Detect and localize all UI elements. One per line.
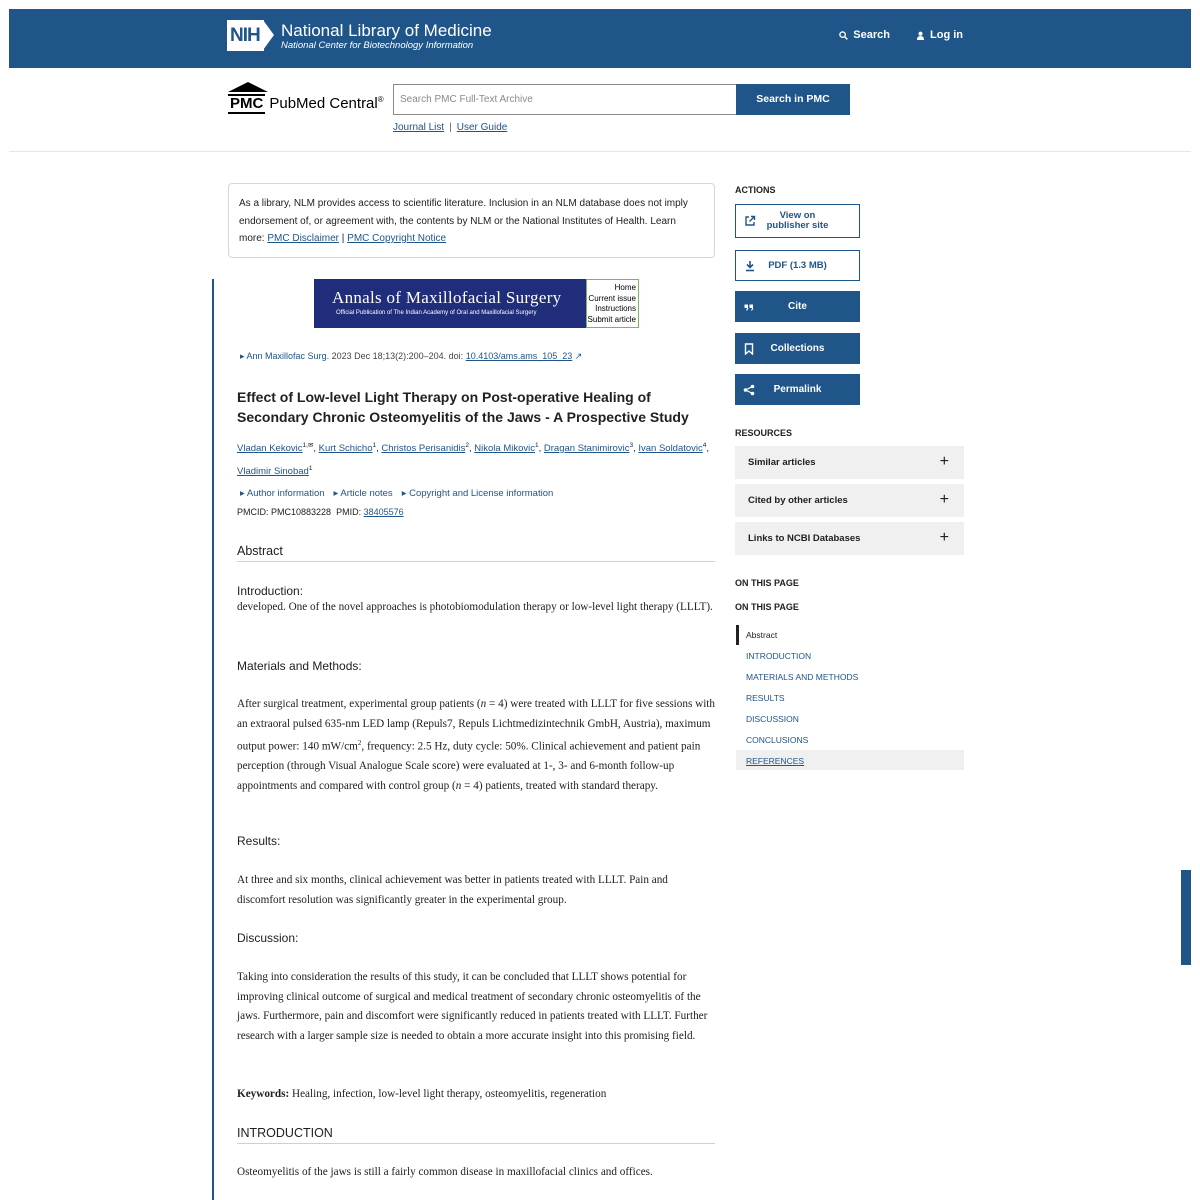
similar-articles-toggle[interactable]: Similar articles + bbox=[735, 446, 964, 479]
introduction-text: Osteomyelitis of the jaws is still a fairly common disease in maxillofacial clinics and offices. bbox=[237, 1166, 653, 1178]
header-search-button[interactable] bbox=[839, 29, 890, 41]
cite-button[interactable] bbox=[735, 291, 860, 322]
nih-badge-text: NIH bbox=[230, 25, 260, 46]
pmc-disclaimer-link[interactable]: PMC Disclaimer bbox=[267, 233, 340, 244]
banner-menu bbox=[586, 279, 639, 328]
article-title: Effect of Low-level Light Therapy on Post-operative Healing of Secondary Chronic Osteomyelitis of the Jaws - A Prospective Study bbox=[237, 389, 689, 425]
plus-icon: + bbox=[939, 453, 949, 470]
nih-badge-icon bbox=[227, 20, 275, 51]
abstract-results-heading: Results: bbox=[237, 834, 281, 848]
search-icon bbox=[839, 31, 848, 40]
pmc-search-band: PMC PubMed Central® Search PMC Full-Text Archive Search in PMC Journal List | User Guide bbox=[9, 68, 1191, 152]
pmc-search-input[interactable]: Search PMC Full-Text Archive bbox=[393, 84, 850, 115]
journal-list-link[interactable]: Journal List bbox=[393, 122, 445, 133]
author-link[interactable]: Vladan Kekovic bbox=[237, 443, 303, 455]
permalink-button[interactable] bbox=[735, 374, 860, 405]
keywords: Keywords: Healing, infection, low-level light therapy, osteomyelitis, regeneration bbox=[237, 1088, 607, 1100]
article-ids bbox=[237, 507, 404, 517]
login-button[interactable] bbox=[916, 29, 963, 41]
share-icon bbox=[743, 384, 755, 396]
plus-icon: + bbox=[939, 491, 949, 508]
on-this-page-label-2: ON THIS PAGE bbox=[735, 602, 799, 612]
journal-banner[interactable] bbox=[314, 279, 639, 328]
collections-label: Collections bbox=[770, 342, 825, 354]
banner-menu-instructions[interactable]: Instructions bbox=[595, 304, 636, 313]
article-meta-links bbox=[240, 488, 553, 499]
plus-icon: + bbox=[939, 529, 949, 546]
author-link[interactable]: Nikola Mikovic bbox=[474, 443, 535, 455]
download-icon bbox=[744, 260, 756, 272]
toc-discussion[interactable]: DISCUSSION bbox=[746, 714, 799, 724]
header-search-label: Search bbox=[853, 29, 890, 41]
site-title: National Library of Medicine bbox=[281, 20, 492, 40]
toc-abstract[interactable]: Abstract bbox=[746, 630, 778, 640]
actions-label: ACTIONS bbox=[735, 185, 776, 195]
bookmark-icon bbox=[743, 343, 755, 355]
pmc-copyright-link[interactable]: PMC Copyright Notice bbox=[347, 233, 447, 244]
citation-line: ▸ Ann Maxillofac Surg. 2023 Dec 18;13(2):200–204. doi: 10.4103/ams.ams_105_23 ↗ bbox=[240, 351, 583, 361]
pmc-logo-box: PMC bbox=[230, 95, 264, 112]
nih-logo[interactable] bbox=[227, 20, 492, 51]
notice-text: As a library, NLM provides access to scientific literature. Inclusion in an NLM database does not imply endorsement of, or agreement with, the contents by NLM or the National Institutes of Health. Learn more: bbox=[239, 198, 688, 244]
pmc-logo-reg: ® bbox=[377, 95, 384, 104]
pdf-label: PDF (1.3 MB) bbox=[768, 259, 827, 271]
pmid-label: PMID: bbox=[336, 507, 364, 517]
toc-results[interactable]: RESULTS bbox=[746, 693, 785, 703]
abstract-methods-heading: Materials and Methods: bbox=[237, 659, 362, 673]
view-publisher-label: View on publisher site bbox=[766, 210, 829, 231]
quote-icon bbox=[743, 301, 755, 313]
nlm-notice: As a library, NLM provides access to scientific literature. Inclusion in an NLM database does not imply endorsement of, or agreement with, the contents by NLM or the National Institutes of Health. Learn more: PMC Disclaimer | PMC Copyright Notice bbox=[228, 183, 715, 258]
article-notes-link[interactable]: ▸ Article notes bbox=[333, 488, 393, 499]
on-this-page-label: ON THIS PAGE bbox=[735, 578, 799, 588]
pmid-link[interactable]: 38405576 bbox=[363, 507, 404, 517]
ncbi-links-toggle[interactable]: Links to NCBI Databases + bbox=[735, 522, 964, 555]
copyright-info-link[interactable]: ▸ Copyright and License information bbox=[401, 488, 554, 499]
author-link[interactable]: Ivan Soldatovic bbox=[638, 443, 703, 455]
pdf-download-button[interactable] bbox=[735, 250, 860, 281]
view-publisher-button[interactable] bbox=[735, 204, 860, 238]
pmcid: PMCID: PMC10883228 bbox=[237, 507, 332, 517]
author-list: Vladan Kekovic$^{1,✉}$, Kurt Schicho$^1$, Christos Perisanidis$^2$, Nikola Mikovic$^1$, Dragan Stanimirovic$^3$, Ivan Soldatovic$^4$, Vladimir Sinobad$^1$ bbox=[237, 442, 710, 478]
feedback-edge-tab[interactable] bbox=[1181, 870, 1191, 965]
toc-conclusions[interactable]: CONCLUSIONS bbox=[746, 735, 809, 745]
author-information-link[interactable]: ▸ Author information bbox=[240, 488, 325, 499]
search-in-pmc-button[interactable]: Search in PMC bbox=[736, 84, 850, 115]
user-guide-link[interactable]: User Guide bbox=[456, 122, 508, 133]
abstract-intro-text: developed. One of the novel approaches is photobiomodulation therapy or low-level light therapy (LLLT). bbox=[237, 601, 713, 613]
external-link-icon: ↗ bbox=[572, 351, 583, 361]
pmc-logo[interactable] bbox=[228, 82, 384, 114]
permalink-label: Permalink bbox=[773, 383, 822, 395]
toc-references[interactable]: REFERENCES bbox=[746, 756, 805, 766]
pmc-logo-word: PubMed Central bbox=[269, 95, 378, 112]
user-icon bbox=[916, 31, 925, 40]
author-link[interactable]: Vladimir Sinobad bbox=[237, 466, 309, 478]
introduction-heading: INTRODUCTION bbox=[237, 1126, 715, 1144]
abstract-heading: Abstract bbox=[237, 544, 715, 562]
abstract-discussion-text: Taking into consideration the results of this study, it can be concluded that LLLT shows potential for improving clinical outcome of surgical and medical treatment of secondary chronic osteomyelitis of the jaws. Furthermore, pain and discomfort were significantly reduced in patients treated with LLLT. Further research with a larger sample size is needed to obtain a more accurate insight into this promising field. bbox=[237, 971, 708, 1042]
banner-journal-title: Annals of Maxillofacial Surgery bbox=[332, 288, 562, 307]
toc-introduction[interactable]: INTRODUCTION bbox=[746, 651, 812, 661]
toc-methods[interactable]: MATERIALS AND METHODS bbox=[746, 672, 859, 682]
pmc-roof-icon bbox=[228, 82, 268, 92]
author-link[interactable]: Dragan Stanimirovic bbox=[543, 443, 630, 455]
nih-header bbox=[9, 9, 1191, 68]
abstract-results-text: At three and six months, clinical achievement was better in patients treated with LLLT. Pain and discomfort resolution was significantly greater in the experimental group. bbox=[237, 874, 668, 906]
abstract-discussion-heading: Discussion: bbox=[237, 931, 299, 945]
citation-journal[interactable]: Ann Maxillofac Surg bbox=[246, 351, 327, 361]
external-link-icon bbox=[744, 215, 756, 227]
article-left-rule bbox=[212, 279, 214, 1200]
toc-active-indicator bbox=[736, 625, 739, 645]
cite-label: Cite bbox=[788, 300, 807, 312]
cited-by-toggle[interactable]: Cited by other articles + bbox=[735, 484, 964, 517]
collections-button[interactable] bbox=[735, 333, 860, 364]
resources-label: RESOURCES bbox=[735, 428, 793, 438]
author-link[interactable]: Christos Perisanidis bbox=[381, 443, 466, 455]
citation-details: . 2023 Dec 18;13(2):200–204. doi: bbox=[326, 351, 466, 361]
login-label: Log in bbox=[930, 29, 963, 41]
banner-menu-current[interactable]: Current issue bbox=[588, 293, 636, 303]
banner-tagline: Official Publication of The Indian Academy of Oral and Maxillofacial Surgery bbox=[336, 310, 537, 316]
doi-link[interactable]: 10.4103/ams.ams_105_23 bbox=[465, 351, 573, 361]
banner-menu-submit[interactable]: Submit article bbox=[587, 314, 636, 324]
site-subtitle: National Center for Biotechnology Information bbox=[281, 39, 474, 51]
banner-menu-home[interactable]: Home bbox=[614, 283, 636, 292]
author-link[interactable]: Kurt Schicho bbox=[318, 443, 373, 455]
abstract-methods-text: After surgical treatment, experimental group patients (n = 4) were treated with LLLT for five sessions with an extraoral pulsed 635-nm LED lamp (Repuls7, Repuls Lichtmedizintechnik GmbH, Austria), maximum output power: 140 $mW/cm^2$, frequency: 2.5 Hz, duty cycle: 50%. Clinical achievement and patient pain perception (through Visual Analogue Scale score) were evaluated at 1-, 3- and 6-month follow-up appointments and compared with control group (n = 4) patients, treated with standard therapy. bbox=[237, 698, 716, 792]
abstract-intro-heading: Introduction: bbox=[237, 584, 304, 598]
